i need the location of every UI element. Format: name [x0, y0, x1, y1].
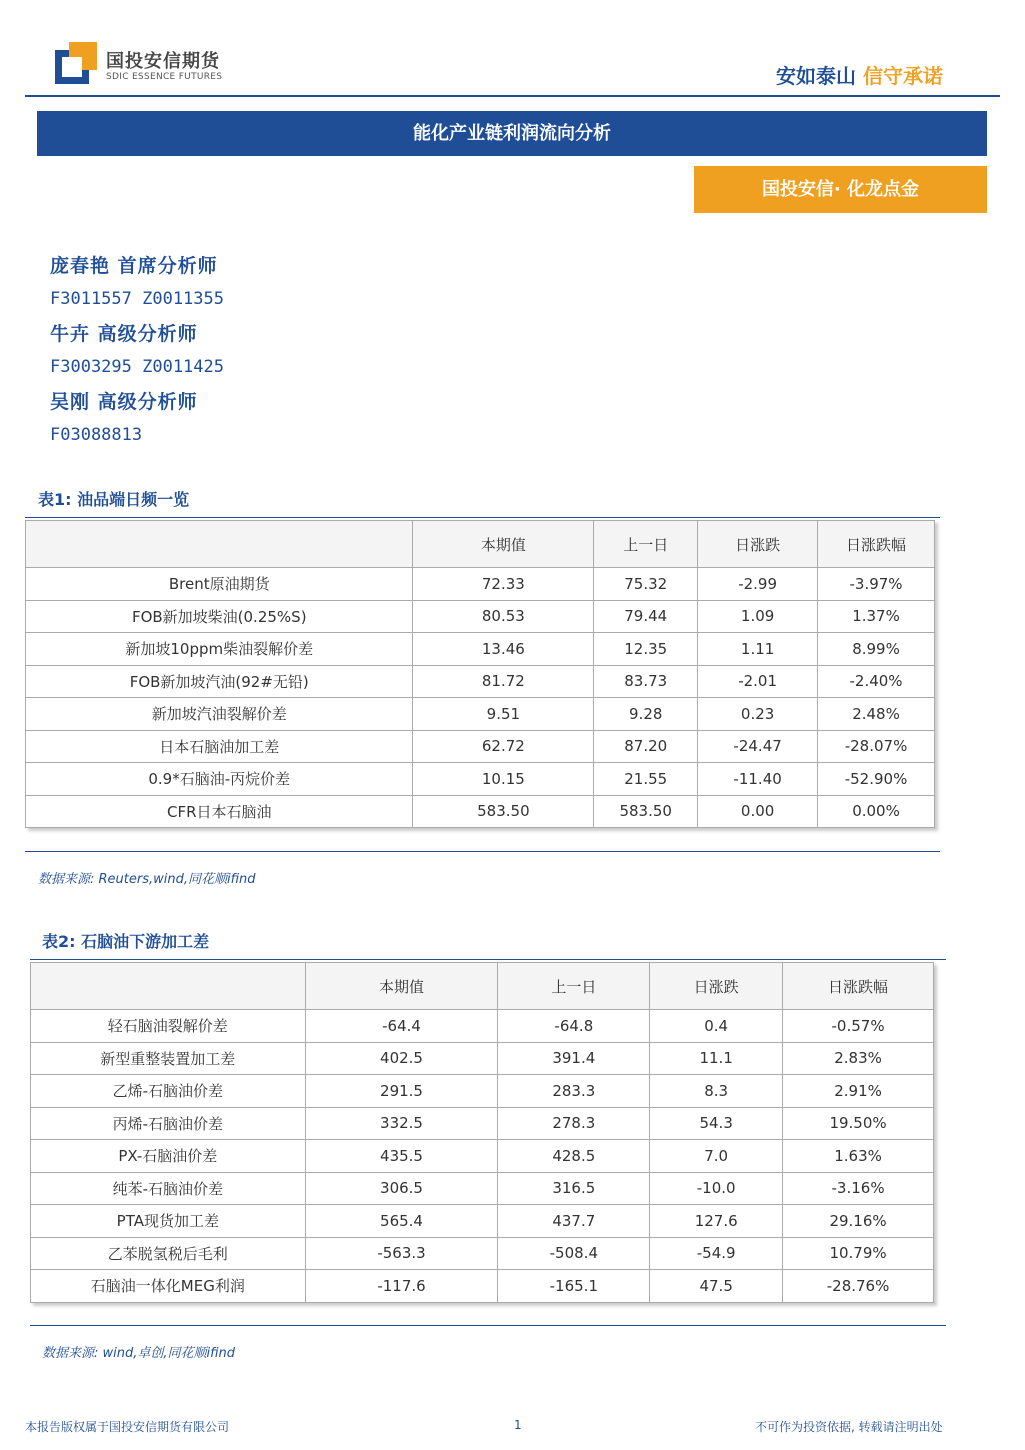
- slogan: [776, 60, 943, 89]
- value-cell: 1.11: [698, 633, 818, 666]
- footer-disclaimer: 不可作为投资依据, 转载请注明出处: [755, 1420, 943, 1434]
- value-cell: 7.0: [650, 1140, 783, 1173]
- value-cell: 81.72: [413, 665, 594, 698]
- row-label-cell: Brent原油期货: [26, 568, 413, 601]
- table2: [30, 962, 934, 1303]
- table1-header-cell: 日涨跌: [698, 521, 818, 568]
- table1: [25, 520, 935, 828]
- table-row: [26, 665, 935, 698]
- value-cell: 332.5: [305, 1107, 498, 1140]
- table1-header-cell: [26, 521, 413, 568]
- value-cell: -28.07%: [818, 730, 935, 763]
- report-title: 能化产业链利润流向分析: [37, 111, 987, 156]
- value-cell: 29.16%: [783, 1205, 934, 1238]
- value-cell: 291.5: [305, 1075, 498, 1108]
- row-label-cell: FOB新加坡汽油(92#无铅): [26, 665, 413, 698]
- value-cell: 583.50: [594, 795, 698, 828]
- row-label-cell: 新加坡汽油裂解价差: [26, 698, 413, 731]
- row-label-cell: 新加坡10ppm柴油裂解价差: [26, 633, 413, 666]
- row-label-cell: 乙烯-石脑油价差: [31, 1075, 306, 1108]
- value-cell: -28.76%: [783, 1270, 934, 1303]
- value-cell: 0.4: [650, 1010, 783, 1043]
- value-cell: -117.6: [305, 1270, 498, 1303]
- analyst-name: 牛卉 高级分析师: [50, 323, 198, 345]
- value-cell: -2.40%: [818, 665, 935, 698]
- value-cell: 278.3: [498, 1107, 650, 1140]
- value-cell: -11.40: [698, 763, 818, 796]
- table1-header-cell: 上一日: [594, 521, 698, 568]
- row-label-cell: 丙烯-石脑油价差: [31, 1107, 306, 1140]
- value-cell: 72.33: [413, 568, 594, 601]
- value-cell: 80.53: [413, 600, 594, 633]
- value-cell: 13.46: [413, 633, 594, 666]
- row-label-cell: CFR日本石脑油: [26, 795, 413, 828]
- value-cell: 10.79%: [783, 1237, 934, 1270]
- row-label-cell: 0.9*石脑油-丙烷价差: [26, 763, 413, 796]
- company-logo-icon: [55, 42, 97, 84]
- value-cell: -24.47: [698, 730, 818, 763]
- value-cell: 21.55: [594, 763, 698, 796]
- analyst-license: F03088813: [50, 425, 143, 445]
- table2-header-cell: 日涨跌: [650, 963, 783, 1010]
- table-row: [31, 1205, 934, 1238]
- table2-bottom-rule: [30, 1325, 946, 1326]
- table1-bottom-rule: [25, 851, 940, 852]
- value-cell: 283.3: [498, 1075, 650, 1108]
- value-cell: -64.4: [305, 1010, 498, 1043]
- row-label-cell: 日本石脑油加工差: [26, 730, 413, 763]
- value-cell: 9.51: [413, 698, 594, 731]
- value-cell: 565.4: [305, 1205, 498, 1238]
- slogan-part-b: 信守承诺: [862, 64, 943, 88]
- value-cell: 127.6: [650, 1205, 783, 1238]
- value-cell: 79.44: [594, 600, 698, 633]
- table2-title: 表2: 石脑油下游加工差: [42, 932, 210, 951]
- table-row: [31, 1075, 934, 1108]
- value-cell: -64.8: [498, 1010, 650, 1043]
- value-cell: 435.5: [305, 1140, 498, 1173]
- value-cell: -52.90%: [818, 763, 935, 796]
- value-cell: 2.91%: [783, 1075, 934, 1108]
- value-cell: -3.97%: [818, 568, 935, 601]
- value-cell: -165.1: [498, 1270, 650, 1303]
- table1-title: 表1: 油品端日频一览: [38, 490, 190, 509]
- table-row: [26, 600, 935, 633]
- table-row: [26, 568, 935, 601]
- table-row: [26, 633, 935, 666]
- value-cell: 306.5: [305, 1172, 498, 1205]
- value-cell: 0.00%: [818, 795, 935, 828]
- table-row: [31, 1042, 934, 1075]
- value-cell: 437.7: [498, 1205, 650, 1238]
- analyst-name: 吴刚 高级分析师: [50, 391, 198, 413]
- report-tag: 国投安信· 化龙点金: [694, 166, 987, 213]
- value-cell: 12.35: [594, 633, 698, 666]
- row-label-cell: 轻石脑油裂解价差: [31, 1010, 306, 1043]
- value-cell: 10.15: [413, 763, 594, 796]
- analyst-license: F3011557 Z0011355: [50, 289, 224, 309]
- header-divider: [25, 95, 1000, 97]
- value-cell: -10.0: [650, 1172, 783, 1205]
- table1-source: 数据来源: Reuters,wind,同花顺ifind: [38, 872, 256, 887]
- row-label-cell: 石脑油一体化MEG利润: [31, 1270, 306, 1303]
- table2-source: 数据来源: wind,卓创,同花顺ifind: [42, 1346, 236, 1361]
- value-cell: -54.9: [650, 1237, 783, 1270]
- row-label-cell: PTA现货加工差: [31, 1205, 306, 1238]
- value-cell: 8.3: [650, 1075, 783, 1108]
- company-name-en: SDIC ESSENCE FUTURES: [106, 72, 223, 82]
- value-cell: 19.50%: [783, 1107, 934, 1140]
- row-label-cell: 乙苯脱氢税后毛利: [31, 1237, 306, 1270]
- table-row: [31, 1140, 934, 1173]
- value-cell: 54.3: [650, 1107, 783, 1140]
- table-row: [31, 1270, 934, 1303]
- value-cell: -563.3: [305, 1237, 498, 1270]
- value-cell: -0.57%: [783, 1010, 934, 1043]
- value-cell: 1.63%: [783, 1140, 934, 1173]
- value-cell: 428.5: [498, 1140, 650, 1173]
- value-cell: -2.01: [698, 665, 818, 698]
- value-cell: 9.28: [594, 698, 698, 731]
- analyst-name: 庞春艳 首席分析师: [50, 255, 218, 277]
- value-cell: -508.4: [498, 1237, 650, 1270]
- value-cell: 8.99%: [818, 633, 935, 666]
- table1-header-cell: 本期值: [413, 521, 594, 568]
- table1-top-rule: [25, 517, 940, 518]
- value-cell: 75.32: [594, 568, 698, 601]
- footer-copyright: 本报告版权属于国投安信期货有限公司: [25, 1420, 230, 1434]
- table-row: [26, 763, 935, 796]
- value-cell: -3.16%: [783, 1172, 934, 1205]
- company-name-cn: 国投安信期货: [106, 51, 220, 72]
- table-row: [31, 1010, 934, 1043]
- value-cell: 62.72: [413, 730, 594, 763]
- value-cell: 11.1: [650, 1042, 783, 1075]
- table-row: [26, 795, 935, 828]
- table2-top-rule: [30, 959, 946, 960]
- value-cell: 83.73: [594, 665, 698, 698]
- value-cell: 47.5: [650, 1270, 783, 1303]
- table2-header-cell: 上一日: [498, 963, 650, 1010]
- value-cell: 0.00: [698, 795, 818, 828]
- value-cell: 402.5: [305, 1042, 498, 1075]
- row-label-cell: PX-石脑油价差: [31, 1140, 306, 1173]
- value-cell: 583.50: [413, 795, 594, 828]
- value-cell: 1.09: [698, 600, 818, 633]
- table1-header-cell: 日涨跌幅: [818, 521, 935, 568]
- row-label-cell: 新型重整装置加工差: [31, 1042, 306, 1075]
- value-cell: 87.20: [594, 730, 698, 763]
- table-row: [31, 1107, 934, 1140]
- row-label-cell: FOB新加坡柴油(0.25%S): [26, 600, 413, 633]
- analyst-list: [50, 252, 224, 456]
- value-cell: 1.37%: [818, 600, 935, 633]
- table2-header-cell: 日涨跌幅: [783, 963, 934, 1010]
- table-row: [31, 1237, 934, 1270]
- table-row: [26, 698, 935, 731]
- value-cell: 0.23: [698, 698, 818, 731]
- table-row: [31, 1172, 934, 1205]
- table-row: [26, 730, 935, 763]
- value-cell: 2.83%: [783, 1042, 934, 1075]
- value-cell: 2.48%: [818, 698, 935, 731]
- value-cell: 391.4: [498, 1042, 650, 1075]
- table2-header-cell: 本期值: [305, 963, 498, 1010]
- analyst-license: F3003295 Z0011425: [50, 357, 224, 377]
- slogan-part-a: 安如泰山: [776, 64, 856, 88]
- value-cell: -2.99: [698, 568, 818, 601]
- row-label-cell: 纯苯-石脑油价差: [31, 1172, 306, 1205]
- page-number: 1: [514, 1418, 522, 1432]
- value-cell: 316.5: [498, 1172, 650, 1205]
- table2-header-cell: [31, 963, 306, 1010]
